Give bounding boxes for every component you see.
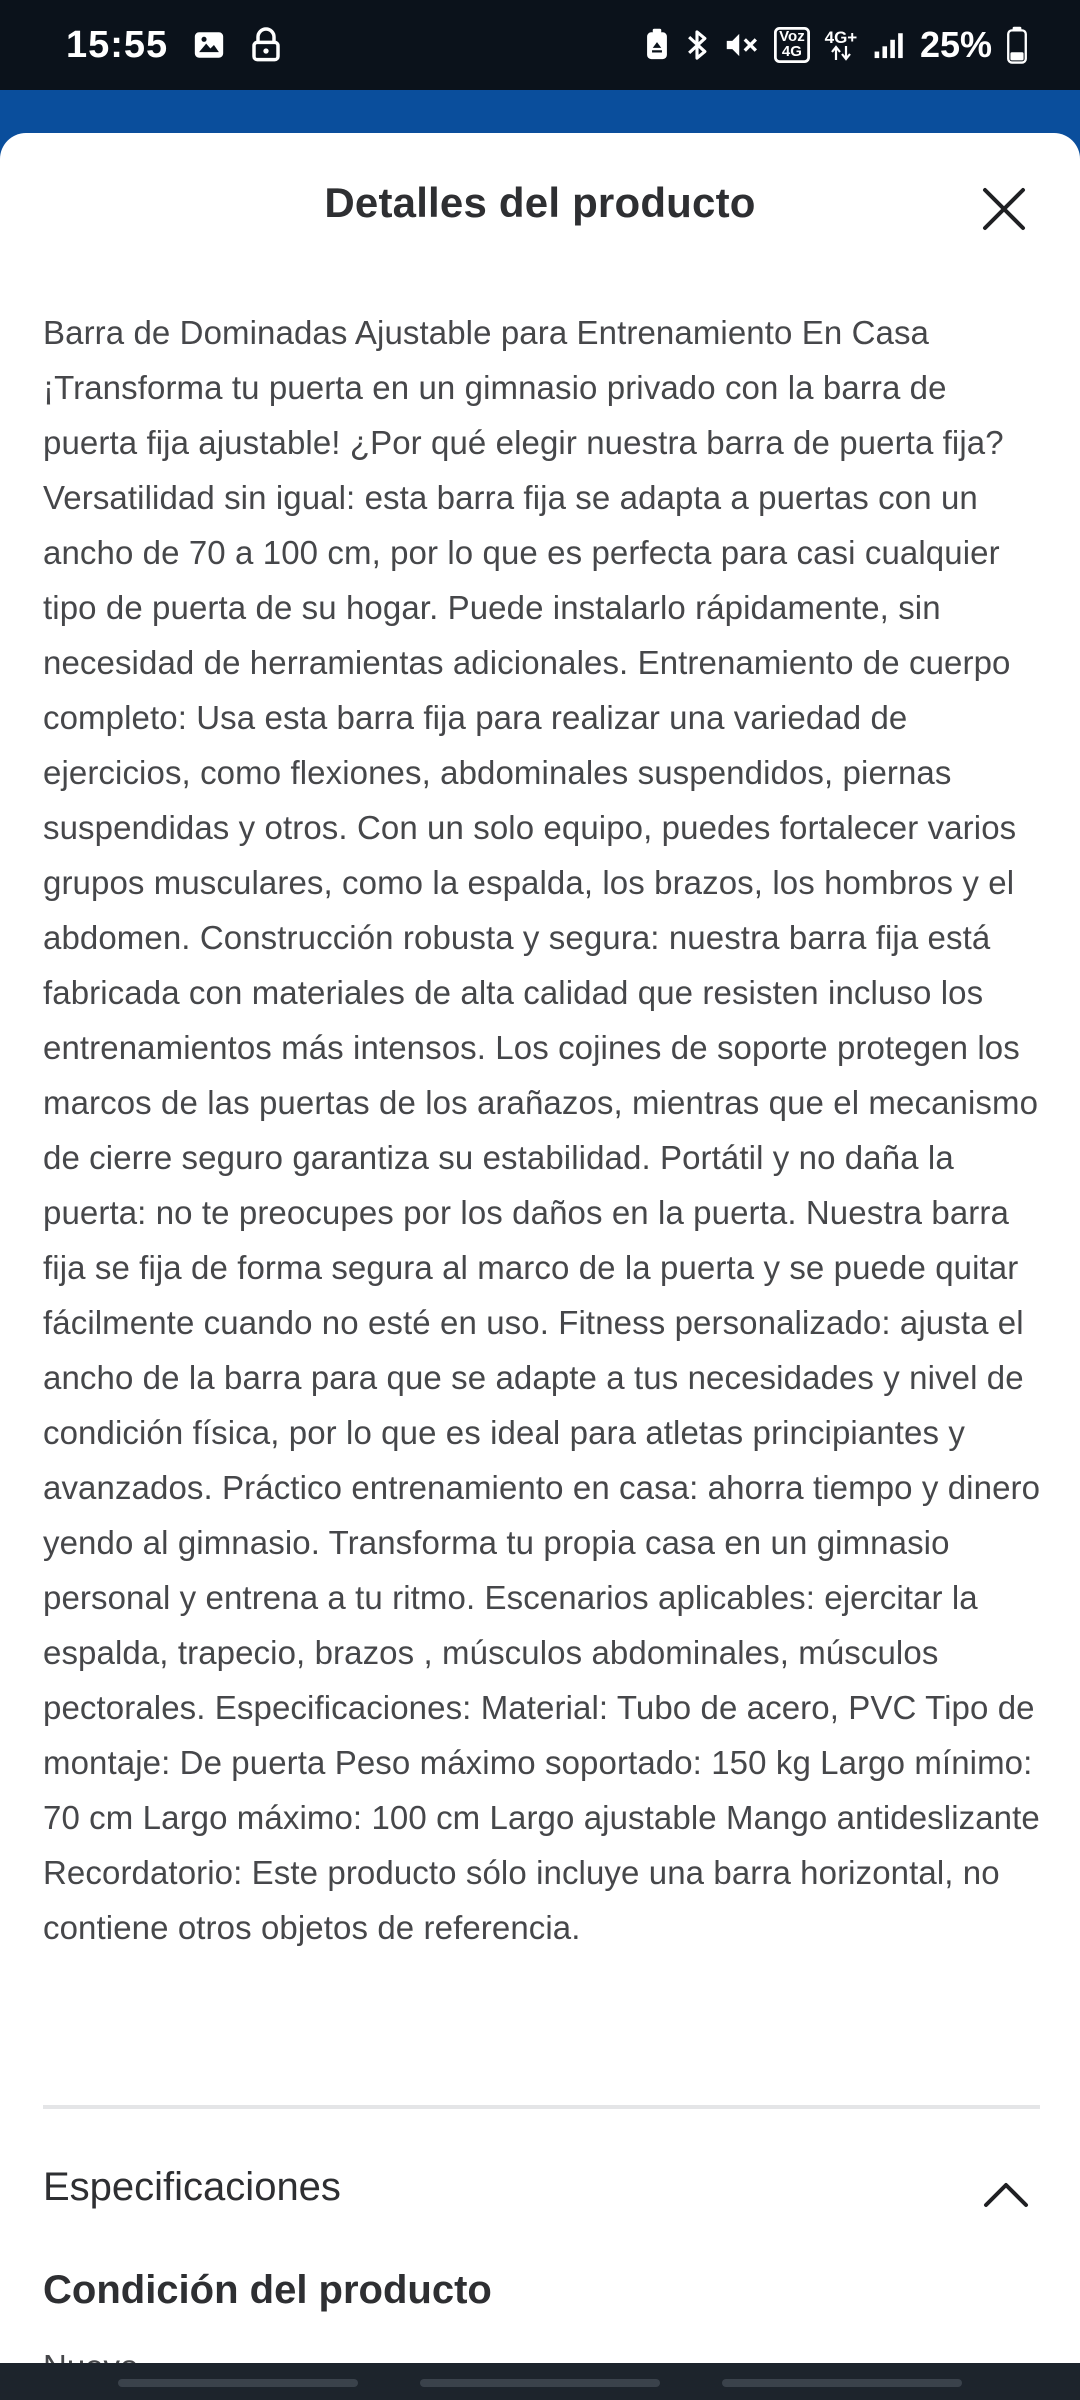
- battery-percent: 25%: [919, 24, 992, 65]
- sheet-header: [0, 133, 1080, 273]
- nav-back-button[interactable]: [722, 2379, 962, 2387]
- status-bar: [0, 0, 1080, 90]
- close-button[interactable]: [972, 177, 1036, 241]
- product-details-sheet: [0, 133, 1080, 2363]
- bluetooth-icon: [684, 28, 710, 62]
- navigation-bar: [0, 2363, 1080, 2400]
- battery-icon: [1006, 26, 1028, 64]
- nav-recents-button[interactable]: [118, 2379, 358, 2387]
- volte-icon: [774, 27, 810, 63]
- mute-icon: [724, 28, 760, 62]
- condition-heading: Condición del producto: [43, 2268, 492, 2312]
- signal-icon: [872, 29, 906, 61]
- gallery-icon: [192, 28, 226, 62]
- network-badge-bottom: 4G: [781, 43, 802, 60]
- sheet-title: Detalles del producto: [324, 179, 756, 226]
- specifications-toggle[interactable]: [0, 2143, 1080, 2243]
- status-right: [644, 0, 1028, 90]
- section-divider: [43, 2105, 1040, 2109]
- product-description: Barra de Dominadas Ajustable para Entrenamiento En Casa ¡Transforma tu puerta en un gimnasio privado con la barra de puerta fija ajustable! ¿Por qué elegir nuestra barra de puerta fija? Versatilidad sin igual: esta barra fija se adapta a puertas con un ancho de 70 a 100 cm, por lo que es perfecta para casi cualquier tipo de puerta de su hogar. Puede instalarlo rápidamente, sin necesidad de herramientas adicionales. Entrenamiento de cuerpo completo: Usa esta barra fija para realizar una variedad de ejercicios, como flexiones, abdominales suspendidos, piernas suspendidas y otros. Con un solo equipo, puedes fortalecer varios grupos musculares, como la espalda, los brazos, los hombros y el abdomen. Construcción robusta y segura: nuestra barra fija está fabricada con materiales de alta calidad que resisten incluso los entrenamientos más intensos. Los cojines de soporte protegen los marcos de las puertas de los arañazos, mientras que el mecanismo de cierre seguro garantiza su estabilidad. Portátil y no daña la puerta: no te preocupes por los daños en la puerta. Nuestra barra fija se fija de forma segura al marco de la puerta y se puede quitar fácilmente cuando no esté en uso. Fitness personalizado: ajusta el ancho de la barra para que se adapte a tus necesidades y nivel de condición física, por lo que es ideal para atletas principiantes y avanzados. Práctico entrenamiento en casa: ahorra tiempo y dinero yendo al gimnasio. Transforma tu propia casa en un gimnasio personal y entrena a tu ritmo. Escenarios aplicables: ejercitar la espalda, trapecio, brazos , músculos abdominales, músculos pectorales. Especificaciones: Material: Tubo de acero, PVC Tipo de montaje: De puerta Peso máximo soportado: 150 kg Largo mínimo: 70 cm Largo máximo: 100 cm Largo ajustable Mango antideslizante Recordatorio: Este producto sólo incluye una barra horizontal, no contiene otros objetos de referencia.: [43, 314, 1041, 1946]
- battery-saver-icon: [644, 28, 670, 62]
- status-left: [66, 0, 282, 90]
- network-badge-top: Voz: [779, 28, 805, 45]
- nav-home-button[interactable]: [420, 2379, 660, 2387]
- lock-icon: [250, 27, 282, 63]
- data-arrows-icon: [824, 27, 858, 61]
- network-type: 4G+: [824, 27, 858, 47]
- close-icon: [981, 186, 1027, 232]
- status-time: 15:55: [66, 23, 169, 66]
- specifications-label: Especificaciones: [43, 2165, 341, 2209]
- chevron-up-icon: [982, 2171, 1030, 2219]
